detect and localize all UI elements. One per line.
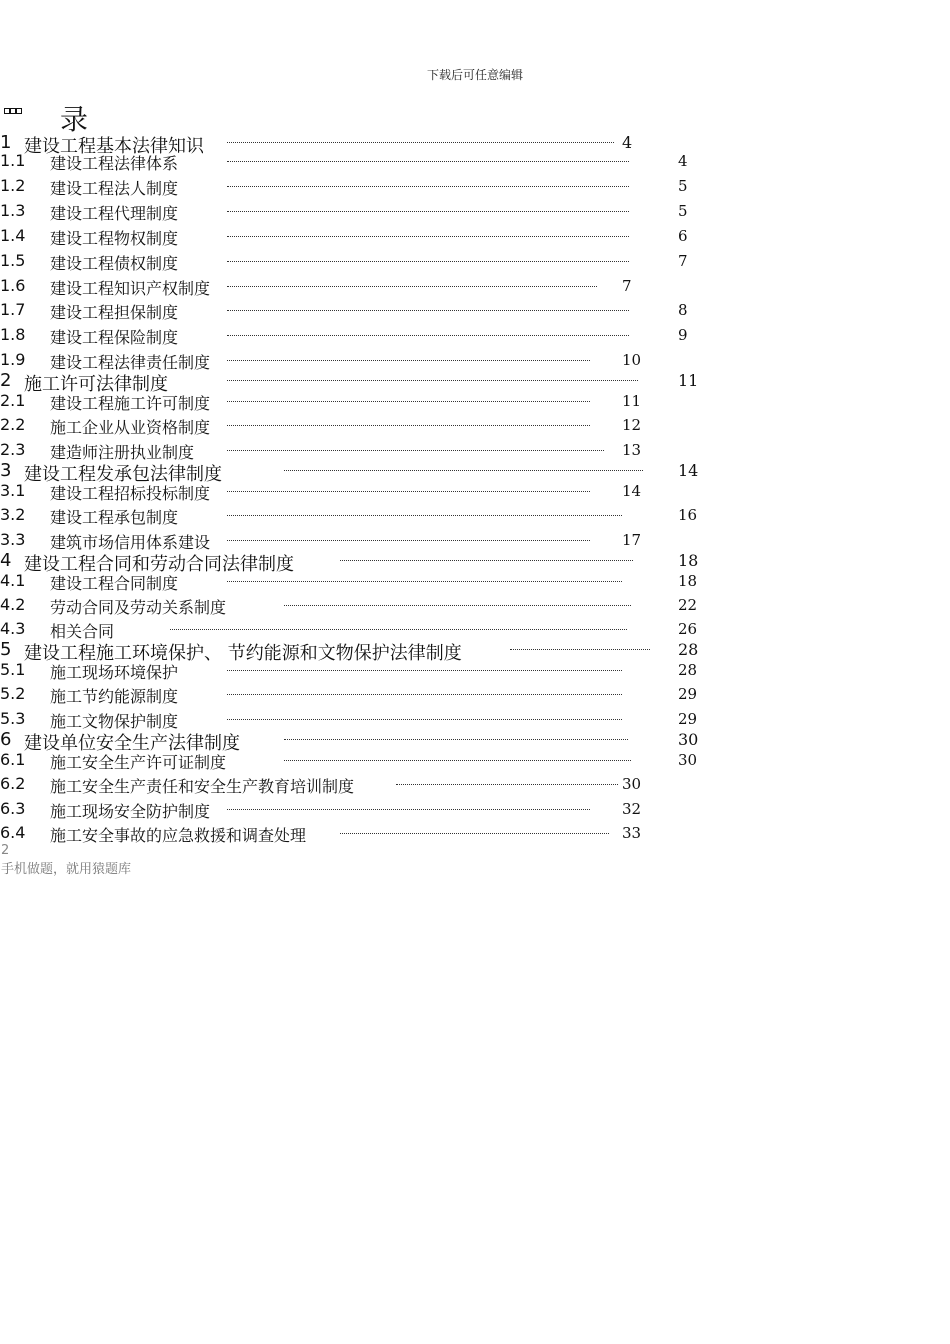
toc-entry-page: 14 xyxy=(678,461,699,480)
toc-leader-dots xyxy=(284,604,631,606)
toc-entry-label: 建造师注册执业制度 xyxy=(50,443,195,462)
toc-entry-number: 1.5 xyxy=(0,251,26,270)
toc-entry-number: 1.1 xyxy=(0,151,26,170)
toc-leader-dots xyxy=(227,514,622,516)
toc-entry-label: 建设工程法律体系 xyxy=(50,154,179,173)
toc-section-entry[interactable] xyxy=(0,619,950,641)
toc-entry-label: 施工企业从业资格制度 xyxy=(50,418,211,437)
toc-leader-dots xyxy=(227,669,622,671)
toc-leader-dots xyxy=(227,718,622,720)
toc-entry-page: 29 xyxy=(678,685,698,703)
toc-entry-label: 建设工程代理制度 xyxy=(50,204,179,223)
toc-entry-number: 6.4 xyxy=(0,823,26,842)
toc-entry-page: 16 xyxy=(678,506,698,524)
toc-section-entry[interactable] xyxy=(0,300,950,322)
toc-entry-page: 30 xyxy=(622,775,642,793)
toc-section-entry[interactable] xyxy=(0,276,950,298)
page-footer: 手机做题，就用猿题库 xyxy=(1,862,132,877)
toc-entry-label: 施工文物保护制度 xyxy=(50,712,179,731)
toc-section-entry[interactable] xyxy=(0,750,950,772)
toc-chapter-entry[interactable] xyxy=(0,550,950,575)
toc-entry-number: 2.3 xyxy=(0,440,26,459)
toc-entry-label: 建设工程担保制度 xyxy=(50,303,179,322)
toc-section-entry[interactable] xyxy=(0,350,950,372)
toc-entry-label: 建设工程施工环境保护、 节约能源和文物保护法律制度 xyxy=(24,643,462,664)
toc-entry-page: 7 xyxy=(678,252,688,270)
toc-leader-dots xyxy=(227,424,590,426)
toc-entry-label: 施工安全生产许可证制度 xyxy=(50,753,227,772)
toc-entry-number: 1.9 xyxy=(0,350,26,369)
toc-leader-dots xyxy=(284,738,628,740)
toc-entry-number: 4 xyxy=(0,550,12,571)
toc-entry-label: 施工许可法律制度 xyxy=(24,374,168,395)
toc-entry-number: 2.2 xyxy=(0,415,26,434)
toc-chapter-entry[interactable] xyxy=(0,460,950,485)
toc-entry-page: 26 xyxy=(678,620,698,638)
toc-section-entry[interactable] xyxy=(0,481,950,503)
toc-leader-dots xyxy=(227,449,604,451)
toc-section-entry[interactable] xyxy=(0,325,950,347)
toc-entry-page: 22 xyxy=(678,596,698,614)
toc-entry-label: 施工安全事故的应急救援和调查处理 xyxy=(50,826,307,845)
toc-entry-page: 5 xyxy=(678,177,688,195)
toc-entry-number: 6 xyxy=(0,729,12,750)
toc-entry-label: 建设工程发承包法律制度 xyxy=(24,464,222,485)
toc-entry-label: 建设工程保险制度 xyxy=(50,328,179,347)
toc-entry-number: 1.3 xyxy=(0,201,26,220)
toc-entry-number: 1 xyxy=(0,132,12,153)
toc-entry-page: 28 xyxy=(678,661,698,679)
toc-leader-dots xyxy=(227,260,629,262)
toc-entry-number: 3.1 xyxy=(0,481,26,500)
toc-leader-dots xyxy=(170,628,627,630)
toc-entry-label: 施工安全生产责任和安全生产教育培训制度 xyxy=(50,777,355,796)
toc-leader-dots xyxy=(227,490,590,492)
toc-entry-label: 建设工程合同制度 xyxy=(50,574,179,593)
toc-entry-label: 建设单位安全生产法律制度 xyxy=(24,733,240,754)
toc-entry-page: 30 xyxy=(678,751,698,769)
toc-chapter-entry[interactable] xyxy=(0,639,950,664)
toc-section-entry[interactable] xyxy=(0,823,950,845)
toc-leader-dots xyxy=(227,400,590,402)
toc-leader-dots xyxy=(227,285,597,287)
toc-entry-page: 11 xyxy=(678,371,699,390)
toc-title-box-glyph xyxy=(4,108,22,114)
toc-leader-dots xyxy=(340,832,609,834)
toc-section-entry[interactable] xyxy=(0,226,950,248)
toc-leader-dots xyxy=(340,559,633,561)
toc-section-entry[interactable] xyxy=(0,391,950,413)
toc-entry-label: 劳动合同及劳动关系制度 xyxy=(50,598,227,617)
toc-leader-dots xyxy=(227,334,629,336)
toc-chapter-entry[interactable] xyxy=(0,729,950,754)
toc-entry-number: 4.1 xyxy=(0,571,26,590)
toc-entry-page: 9 xyxy=(678,326,688,344)
toc-entry-label: 建设工程债权制度 xyxy=(50,254,179,273)
toc-entry-number: 6.1 xyxy=(0,750,26,769)
toc-entry-page: 14 xyxy=(622,482,642,500)
toc-entry-number: 1.6 xyxy=(0,276,26,295)
toc-entry-page: 4 xyxy=(678,152,688,170)
toc-entry-label: 建筑市场信用体系建设 xyxy=(50,533,211,552)
toc-entry-label: 施工现场环境保护 xyxy=(50,663,179,682)
toc-leader-dots xyxy=(284,759,631,761)
toc-entry-label: 建设工程基本法律知识 xyxy=(24,136,204,157)
toc-entry-page: 30 xyxy=(678,730,699,749)
toc-entry-number: 5 xyxy=(0,639,12,660)
toc-entry-label: 建设工程承包制度 xyxy=(50,508,179,527)
toc-entry-page: 4 xyxy=(622,133,633,152)
toc-leader-dots xyxy=(284,469,643,471)
toc-entry-page: 17 xyxy=(622,531,642,549)
toc-leader-dots xyxy=(510,648,650,650)
toc-entry-page: 12 xyxy=(622,416,642,434)
page-number: 2 xyxy=(1,843,10,858)
toc-leader-dots xyxy=(227,808,590,810)
toc-section-entry[interactable] xyxy=(0,505,950,527)
toc-section-entry[interactable] xyxy=(0,151,950,173)
toc-entry-label: 建设工程合同和劳动合同法律制度 xyxy=(24,554,294,575)
toc-leader-dots xyxy=(227,379,638,381)
toc-entry-page: 18 xyxy=(678,551,699,570)
toc-entry-page: 33 xyxy=(622,824,642,842)
toc-entry-page: 11 xyxy=(622,392,642,410)
toc-leader-dots xyxy=(227,359,590,361)
toc-entry-label: 施工现场安全防护制度 xyxy=(50,802,211,821)
toc-entry-label: 建设工程招标投标制度 xyxy=(50,484,211,503)
toc-entry-number: 1.7 xyxy=(0,300,26,319)
toc-entry-number: 1.8 xyxy=(0,325,26,344)
toc-title-char: 录 xyxy=(60,103,89,136)
toc-entry-page: 10 xyxy=(622,351,642,369)
toc-entry-page: 5 xyxy=(678,202,688,220)
toc-entry-number: 1.4 xyxy=(0,226,26,245)
toc-entry-page: 13 xyxy=(622,441,642,459)
toc-entry-number: 3 xyxy=(0,460,12,481)
toc-entry-number: 6.3 xyxy=(0,799,26,818)
toc-section-entry[interactable] xyxy=(0,774,950,796)
toc-entry-page: 29 xyxy=(678,710,698,728)
toc-entry-page: 7 xyxy=(622,277,632,295)
toc-entry-page: 32 xyxy=(622,800,642,818)
toc-chapter-entry[interactable] xyxy=(0,370,950,395)
toc-entry-page: 18 xyxy=(678,572,698,590)
toc-entry-page: 8 xyxy=(678,301,688,319)
toc-entry-label: 建设工程物权制度 xyxy=(50,229,179,248)
toc-section-entry[interactable] xyxy=(0,595,950,617)
toc-entry-number: 5.1 xyxy=(0,660,26,679)
toc-section-entry[interactable] xyxy=(0,799,950,821)
toc-section-entry[interactable] xyxy=(0,660,950,682)
toc-entry-label: 建设工程施工许可制度 xyxy=(50,394,211,413)
toc-entry-number: 3.3 xyxy=(0,530,26,549)
toc-leader-dots xyxy=(227,210,629,212)
toc-entry-page: 6 xyxy=(678,227,688,245)
toc-entry-number: 2 xyxy=(0,370,12,391)
toc-section-entry[interactable] xyxy=(0,530,950,552)
toc-section-entry[interactable] xyxy=(0,709,950,731)
toc-leader-dots xyxy=(227,160,629,162)
toc-section-entry[interactable] xyxy=(0,440,950,462)
toc-entry-label: 相关合同 xyxy=(50,622,115,641)
toc-entry-number: 6.2 xyxy=(0,774,26,793)
toc-section-entry[interactable] xyxy=(0,176,950,198)
toc-leader-dots xyxy=(227,185,629,187)
toc-leader-dots xyxy=(396,783,618,785)
toc-leader-dots xyxy=(227,141,614,143)
toc-entry-number: 1.2 xyxy=(0,176,26,195)
toc-leader-dots xyxy=(227,309,629,311)
toc-entry-label: 施工节约能源制度 xyxy=(50,687,179,706)
toc-entry-label: 建设工程法律责任制度 xyxy=(50,353,211,372)
toc-entry-number: 4.3 xyxy=(0,619,26,638)
page-header: 下载后可任意编辑 xyxy=(426,68,523,82)
toc-entry-number: 5.2 xyxy=(0,684,26,703)
toc-entry-number: 3.2 xyxy=(0,505,26,524)
toc-section-entry[interactable] xyxy=(0,571,950,593)
toc-leader-dots xyxy=(227,235,629,237)
toc-leader-dots xyxy=(227,693,622,695)
toc-entry-label: 建设工程知识产权制度 xyxy=(50,279,211,298)
toc-entry-page: 28 xyxy=(678,640,699,659)
toc-section-entry[interactable] xyxy=(0,251,950,273)
toc-entry-number: 5.3 xyxy=(0,709,26,728)
toc-section-entry[interactable] xyxy=(0,415,950,437)
toc-entry-number: 2.1 xyxy=(0,391,26,410)
toc-section-entry[interactable] xyxy=(0,684,950,706)
toc-section-entry[interactable] xyxy=(0,201,950,223)
toc-entry-number: 4.2 xyxy=(0,595,26,614)
toc-leader-dots xyxy=(227,580,622,582)
toc-leader-dots xyxy=(227,539,590,541)
toc-entry-label: 建设工程法人制度 xyxy=(50,179,179,198)
